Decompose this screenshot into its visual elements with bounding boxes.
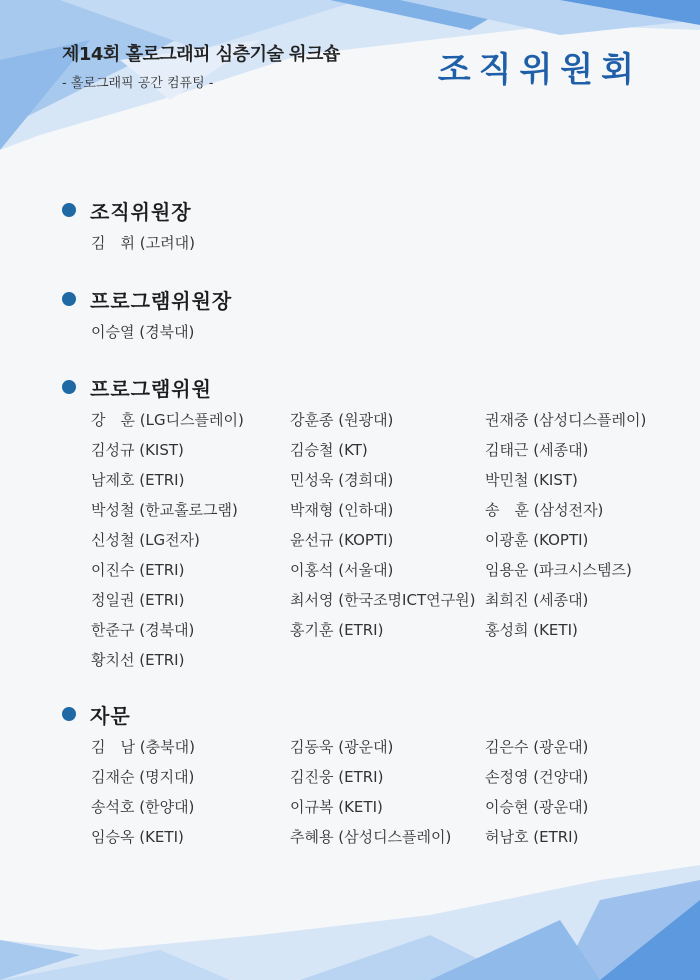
member-name: 이승열 (경북대): [91, 323, 195, 341]
member-name: 김성규 (KIST): [91, 441, 184, 459]
bullet-icon: [62, 203, 76, 217]
member-name: 송 훈 (삼성전자): [485, 501, 604, 519]
bullet-icon: [62, 707, 76, 721]
bullet-icon: [62, 292, 76, 306]
member-name: 이승현 (광운대): [485, 798, 589, 816]
member-name: 김승철 (KT): [290, 441, 368, 459]
member-name: 김재순 (명지대): [91, 768, 195, 786]
section-title: 조직위원장: [90, 200, 192, 224]
section-chair: [62, 196, 195, 252]
member-name: 이광훈 (KOPTI): [485, 531, 589, 549]
member-name: 홍성희 (KETI): [485, 621, 578, 639]
member-name: 김태근 (세종대): [485, 441, 589, 459]
member-name: 손정영 (건양대): [485, 768, 589, 786]
section-advisory: [62, 700, 589, 846]
section-program-chair: [62, 285, 233, 341]
member-name: 이진수 (ETRI): [91, 561, 185, 579]
section-title: 자문: [90, 704, 131, 728]
member-name: 김동욱 (광운대): [290, 738, 394, 756]
workshop-subtitle: - 홀로그래픽 공간 컴퓨팅 -: [62, 76, 214, 91]
member-name: 최희진 (세종대): [485, 591, 589, 609]
section-title: 프로그램위원: [90, 377, 212, 401]
bullet-icon: [62, 380, 76, 394]
member-name: 박민철 (KIST): [485, 471, 578, 489]
member-name: 한준구 (경북대): [91, 621, 195, 639]
member-name: 김진웅 (ETRI): [290, 768, 384, 786]
member-name: 민성욱 (경희대): [290, 471, 394, 489]
member-name: 임승옥 (KETI): [91, 828, 184, 846]
member-name: 이규복 (KETI): [290, 798, 383, 816]
member-name: 허남호 (ETRI): [485, 828, 579, 846]
member-name: 송석호 (한양대): [91, 798, 195, 816]
member-name: 강훈종 (원광대): [290, 411, 394, 429]
member-name: 추혜용 (삼성디스플레이): [290, 828, 452, 846]
member-name: 김은수 (광운대): [485, 738, 589, 756]
member-name: 임용운 (파크시스템즈): [485, 561, 632, 579]
member-name: 박재형 (인하대): [290, 501, 394, 519]
page-heading: 조직위원회: [437, 50, 642, 90]
member-name: 권재중 (삼성디스플레이): [485, 411, 647, 429]
member-name: 이홍석 (서울대): [290, 561, 394, 579]
member-name: 정일권 (ETRI): [91, 591, 185, 609]
section-program-committee: [62, 373, 647, 669]
member-name: 김 휘 (고려대): [91, 234, 195, 252]
member-name: 강 훈 (LG디스플레이): [91, 411, 244, 429]
member-name: 박성철 (한교홀로그램): [91, 501, 238, 519]
member-name: 윤선규 (KOPTI): [290, 531, 394, 549]
section-title: 프로그램위원장: [90, 289, 233, 313]
member-name: 홍기훈 (ETRI): [290, 621, 384, 639]
member-name: 김 남 (충북대): [91, 738, 195, 756]
member-name: 남제호 (ETRI): [91, 471, 185, 489]
member-name: 신성철 (LG전자): [91, 531, 200, 549]
member-name: 황치선 (ETRI): [91, 651, 185, 669]
workshop-title: 제14회 홀로그래피 심층기술 워크숍: [62, 44, 340, 65]
member-name: 최서영 (한국조명ICT연구원): [290, 591, 476, 609]
